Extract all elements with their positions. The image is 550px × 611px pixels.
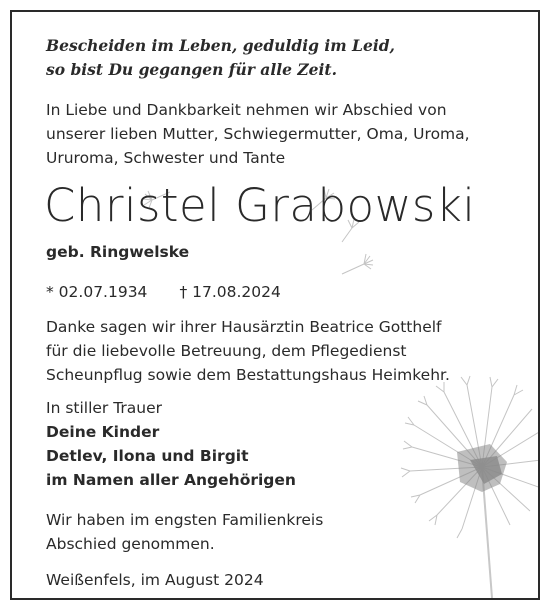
intro-line-1: In Liebe und Dankbarkeit nehmen wir Abschied von — [46, 101, 447, 119]
place-and-date: Weißenfels, im August 2024 — [46, 571, 264, 589]
thanks-line-2: für die liebevolle Betreuung, dem Pflegedienst — [46, 342, 407, 360]
death-date: † 17.08.2024 — [179, 283, 281, 301]
mourner-line-2: Detlev, Ilona und Birgit — [46, 447, 249, 465]
funeral-note — [46, 508, 323, 556]
thanks-text — [46, 315, 450, 387]
motto — [46, 34, 395, 82]
obituary-frame — [10, 10, 540, 600]
intro-line-2: unserer lieben Mutter, Schwiegermutter, Oma, Uroma, — [46, 125, 470, 143]
mourner-line-3: im Namen aller Angehörigen — [46, 471, 296, 489]
life-dates — [46, 280, 281, 304]
mourning-intro: In stiller Trauer — [46, 399, 163, 417]
motto-line-2: so bist Du gegangen für alle Zeit. — [46, 60, 337, 79]
thanks-line-3: Scheunpflug sowie dem Bestattungshaus Heimkehr. — [46, 366, 450, 384]
motto-line-1: Bescheiden im Leben, geduldig im Leid, — [46, 36, 395, 55]
mourner-line-1: Deine Kinder — [46, 423, 160, 441]
intro-line-3: Ururoma, Schwester und Tante — [46, 149, 286, 167]
birth-date: * 02.07.1934 — [46, 283, 148, 301]
maiden-name: geb. Ringwelske — [46, 243, 190, 261]
intro-text — [46, 98, 470, 170]
funeral-line-1: Wir haben im engsten Familienkreis — [46, 511, 324, 529]
thanks-line-1: Danke sagen wir ihrer Hausärztin Beatrice Gotthelf — [46, 318, 442, 336]
deceased-name: Christel Grabowski — [44, 179, 476, 232]
mourners-block — [46, 396, 296, 492]
funeral-line-2: Abschied genommen. — [46, 535, 215, 553]
